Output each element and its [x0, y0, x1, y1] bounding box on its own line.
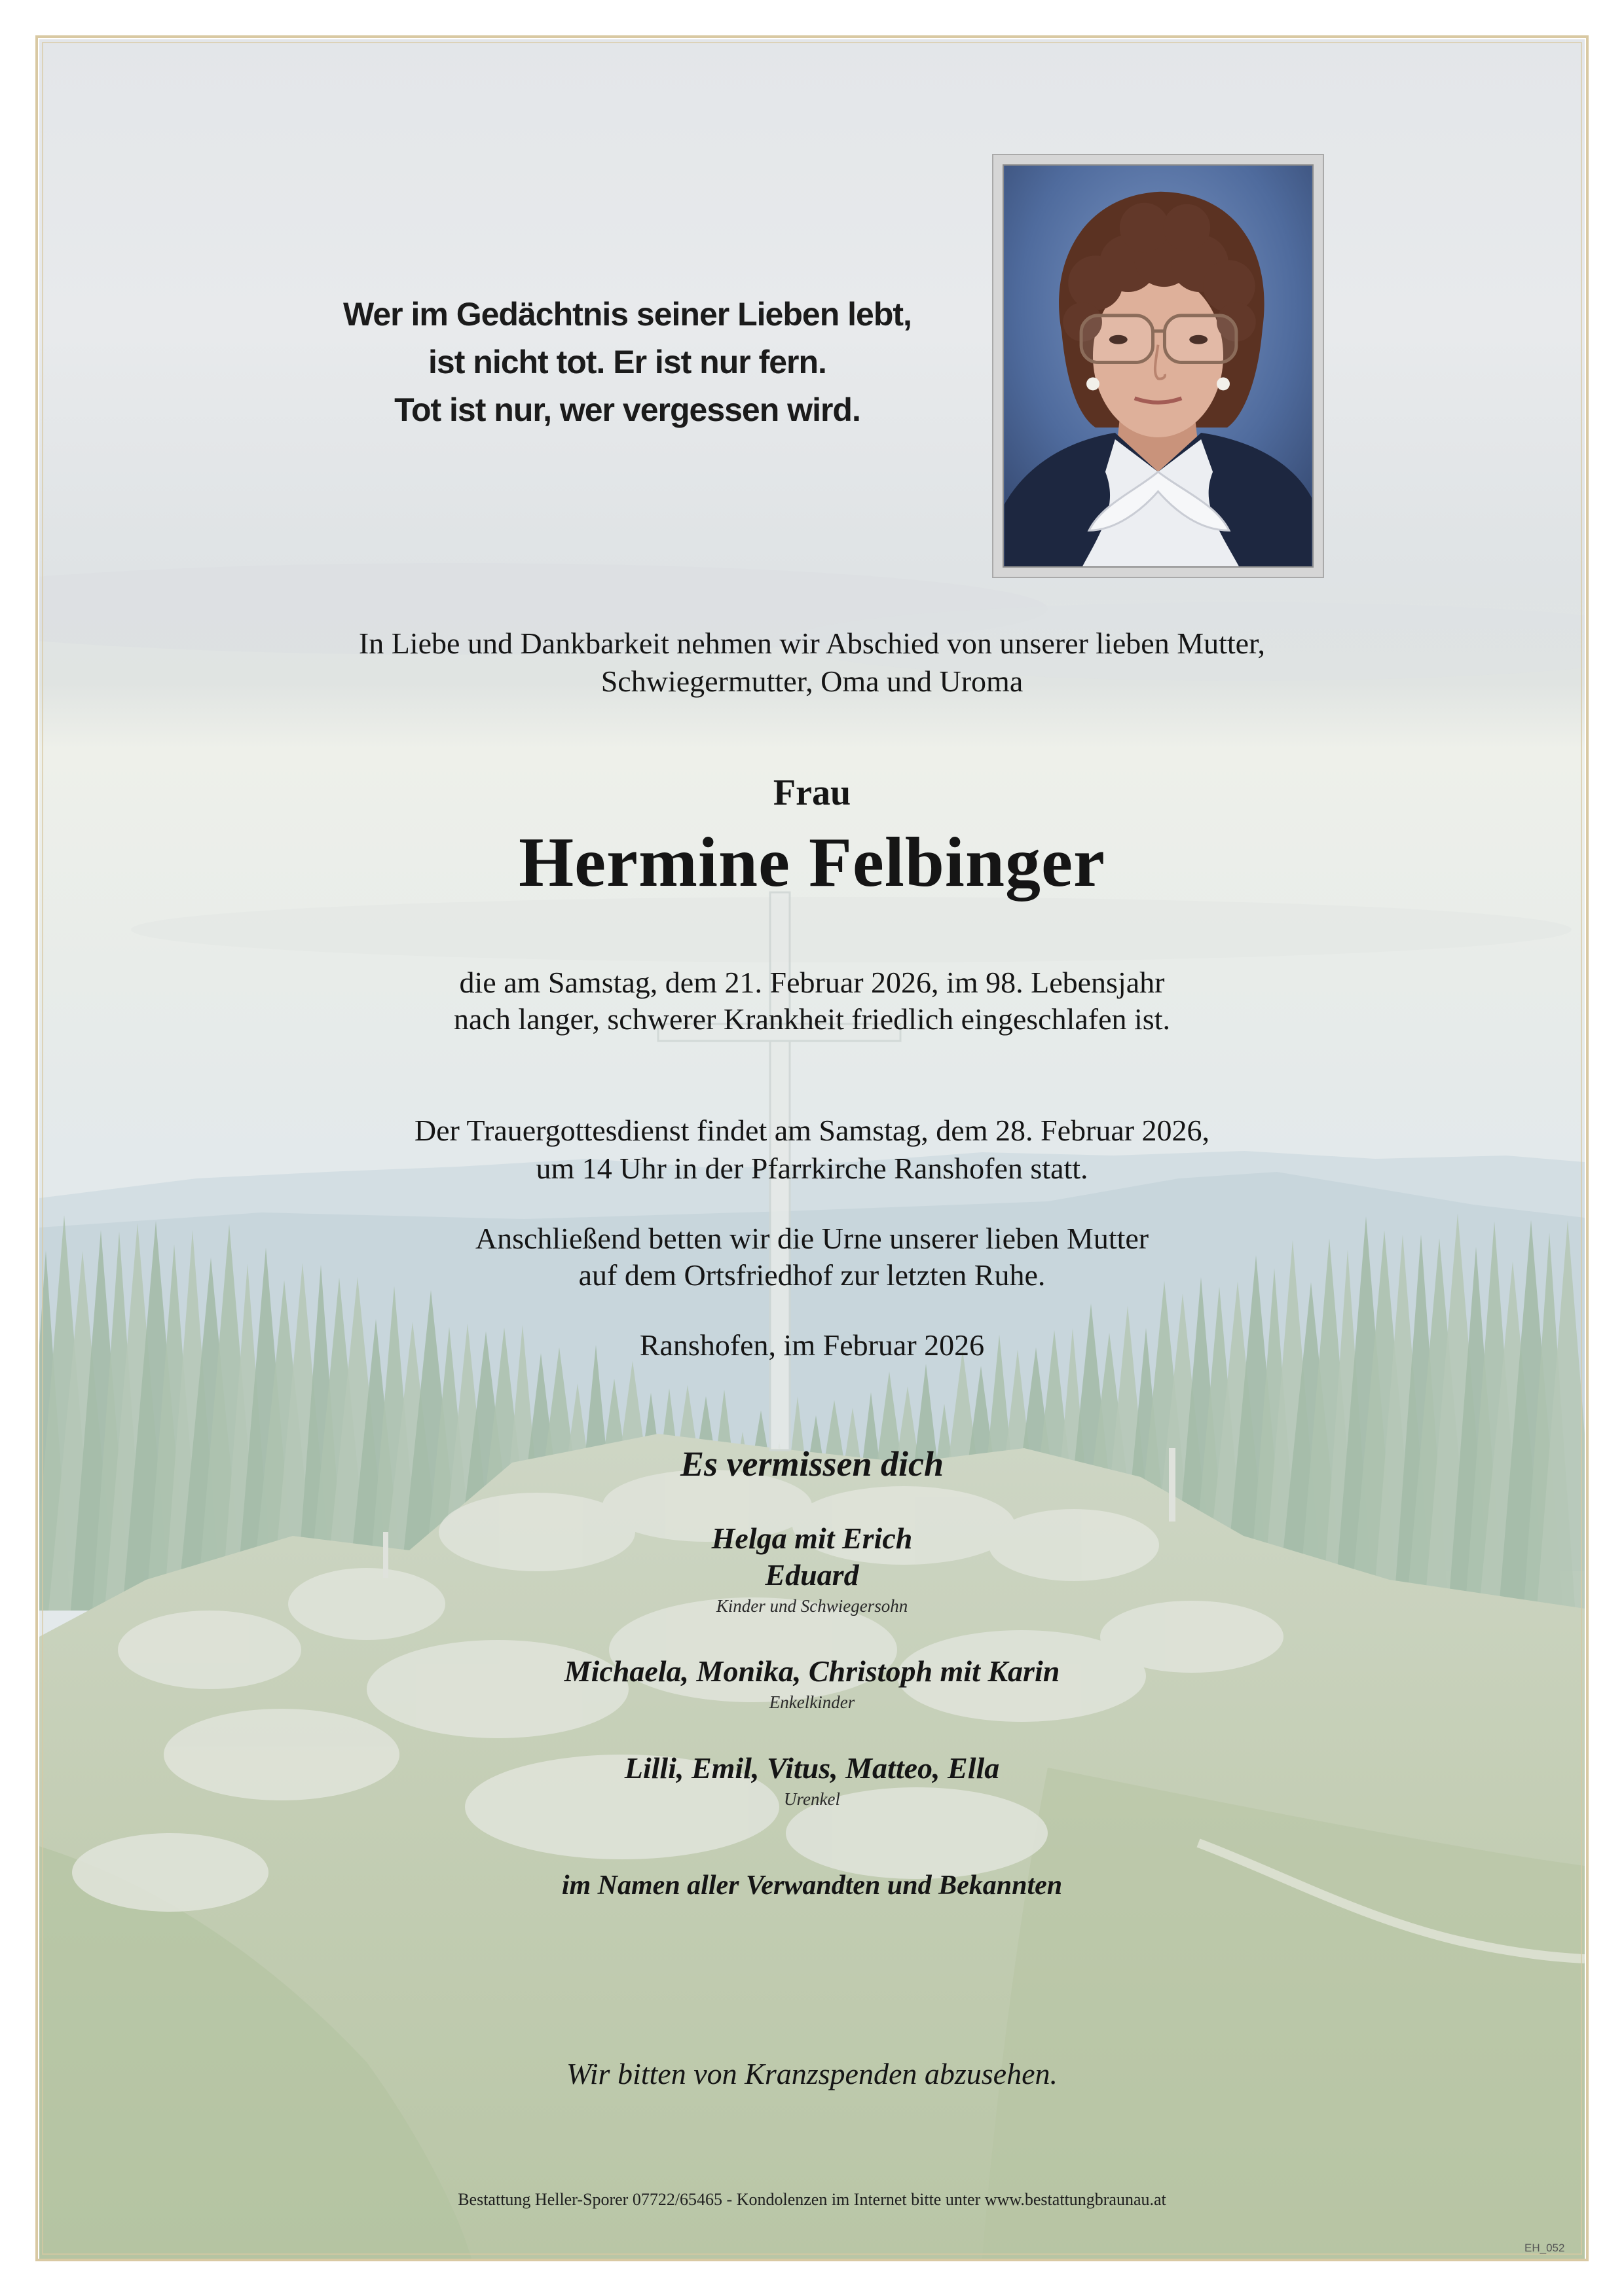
mourner-names: Michaela, Monika, Christoph mit Karin	[564, 1654, 1060, 1688]
mourner-relation: Enkelkinder	[769, 1692, 855, 1712]
death-notice-line: die am Samstag, dem 21. Februar 2026, im 98. Lebensjahr	[459, 966, 1165, 999]
mourners-heading: Es vermissen dich	[680, 1444, 944, 1484]
funeral-service	[0, 1112, 1624, 1188]
mourners-closing: im Namen aller Verwandten und Bekannten	[561, 1870, 1063, 1901]
quote-line: Wer im Gedächtnis seiner Lieben lebt,	[343, 296, 912, 333]
burial-line: auf dem Ortsfriedhof zur letzten Ruhe.	[578, 1258, 1046, 1292]
salutation: Frau	[773, 773, 851, 813]
burial-line: Anschließend betten wir die Urne unserer lieben Mutter	[475, 1222, 1149, 1255]
eye-right	[1189, 335, 1208, 344]
quote-line: Tot ist nur, wer vergessen wird.	[394, 392, 860, 428]
memorial-quote	[300, 291, 955, 434]
mourner-names: Eduard	[765, 1558, 859, 1592]
intro-line: In Liebe und Dankbarkeit nehmen wir Abschied von unserer lieben Mutter,	[358, 627, 1266, 660]
mourner-relation: Urenkel	[784, 1789, 840, 1809]
flower-request: Wir bitten von Kranzspenden abzusehen.	[566, 2057, 1058, 2090]
eye-left	[1109, 335, 1128, 344]
mourner-names: Helga mit Erich	[711, 1522, 913, 1555]
template-code: EH_052	[1524, 2242, 1565, 2254]
burial-info	[0, 1220, 1624, 1294]
death-notice	[0, 964, 1624, 1038]
portrait-image	[1004, 166, 1312, 566]
service-line: Der Trauergottesdienst findet am Samstag, dem 28. Februar 2026,	[414, 1114, 1210, 1147]
hair-curl	[1120, 203, 1170, 253]
deceased-name: Hermine Felbinger	[519, 824, 1105, 902]
hair-curl	[1163, 204, 1210, 251]
service-line: um 14 Uhr in der Pfarrkirche Ranshofen statt.	[536, 1152, 1088, 1185]
death-notice-line: nach langer, schwerer Krankheit friedlich eingeschlafen ist.	[453, 1002, 1170, 1036]
place-date: Ranshofen, im Februar 2026	[639, 1328, 985, 1362]
intro-line: Schwiegermutter, Oma und Uroma	[600, 665, 1024, 698]
portrait-frame	[992, 154, 1324, 578]
mourner-relation: Kinder und Schwiegersohn	[716, 1596, 908, 1616]
earring-left	[1086, 377, 1099, 390]
portrait-photo	[1003, 164, 1314, 568]
funeral-home-footer: Bestattung Heller-Sporer 07722/65465 - Kondolenzen im Internet bitte unter www.bestattungbraunau.at	[458, 2190, 1166, 2209]
earring-right	[1217, 377, 1230, 390]
intro-text	[0, 625, 1624, 701]
mourner-names: Lilli, Emil, Vitus, Matteo, Ella	[624, 1751, 1000, 1785]
quote-line: ist nicht tot. Er ist nur fern.	[428, 344, 826, 380]
